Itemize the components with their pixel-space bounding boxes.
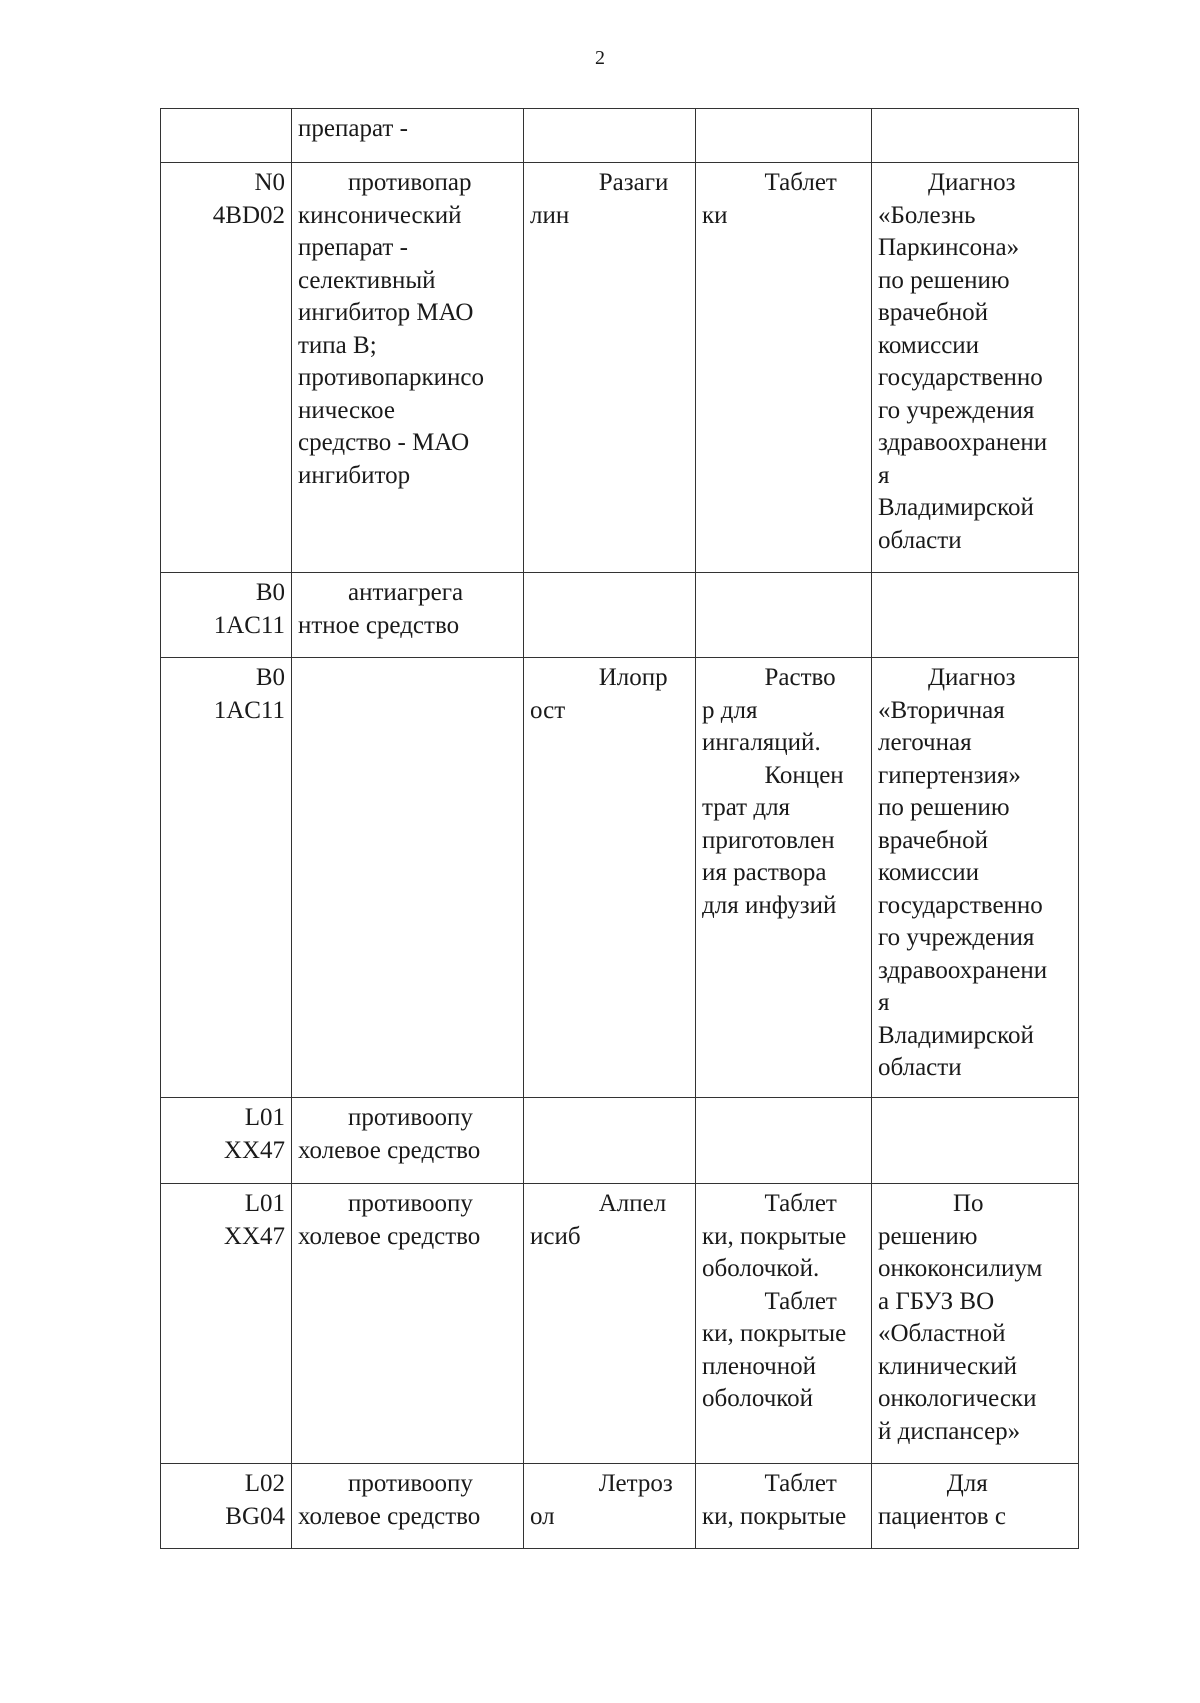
pharm-group-cell: антиагрега нтное средство [292,573,524,658]
condition-cell: По решению онкоконсилиум а ГБУЗ ВО «Областной клинический онкологически й диспансер» [872,1184,1079,1464]
atc-code-cell: B0 1AC11 [161,573,292,658]
atc-code-cell: L01 XX47 [161,1098,292,1184]
table-row [161,1098,1079,1184]
table-row [161,1464,1079,1549]
atc-code-cell [161,109,292,163]
page-number: 2 [595,47,605,69]
condition-cell: Диагноз «Вторичная легочная гипертензия» по решению врачебной комиссии государственно го учреждения здравоохранени я Владимирской области [872,658,1079,1098]
drug-name-cell: Алпел исиб [524,1184,696,1464]
atc-code-cell: L01 XX47 [161,1184,292,1464]
drug-table [160,108,1079,1549]
condition-cell [872,573,1079,658]
pharm-group-cell: противоопу холевое средство [292,1184,524,1464]
atc-code-cell: L02 BG04 [161,1464,292,1549]
drug-name-cell [524,573,696,658]
drug-name-cell: Илопр ост [524,658,696,1098]
table-row [161,573,1079,658]
atc-code-cell: B0 1AC11 [161,658,292,1098]
table-row [161,109,1079,163]
dosage-form-cell [696,109,872,163]
dosage-form-cell: Таблет ки [696,163,872,573]
dosage-form-cell: Таблет ки, покрытые оболочкой. Таблет ки, покрытые пленочной оболочкой [696,1184,872,1464]
dosage-form-cell [696,1098,872,1184]
pharm-group-cell: противоопу холевое средство [292,1098,524,1184]
pharm-group-cell [292,658,524,1098]
table-row [161,163,1079,573]
drug-name-cell [524,1098,696,1184]
condition-cell: Для пациентов с [872,1464,1079,1549]
atc-code-cell: N0 4BD02 [161,163,292,573]
pharm-group-cell: противоопу холевое средство [292,1464,524,1549]
condition-cell [872,109,1079,163]
dosage-form-cell: Таблет ки, покрытые [696,1464,872,1549]
dosage-form-cell: Раство р для ингаляций. Концен трат для приготовлен ия раствора для инфузий [696,658,872,1098]
condition-cell: Диагноз «Болезнь Паркинсона» по решению врачебной комиссии государственно го учреждения здравоохранени я Владимирской области [872,163,1079,573]
drug-name-cell: Летроз ол [524,1464,696,1549]
dosage-form-cell [696,573,872,658]
condition-cell [872,1098,1079,1184]
table-row [161,1184,1079,1464]
pharm-group-cell: противопар кинсонический препарат - селективный ингибитор МАО типа В; противопаркинсо ническое средство - МАО ингибитор [292,163,524,573]
table-row [161,658,1079,1098]
drug-name-cell [524,109,696,163]
drug-name-cell: Разаги лин [524,163,696,573]
pharm-group-cell: препарат - [292,109,524,163]
